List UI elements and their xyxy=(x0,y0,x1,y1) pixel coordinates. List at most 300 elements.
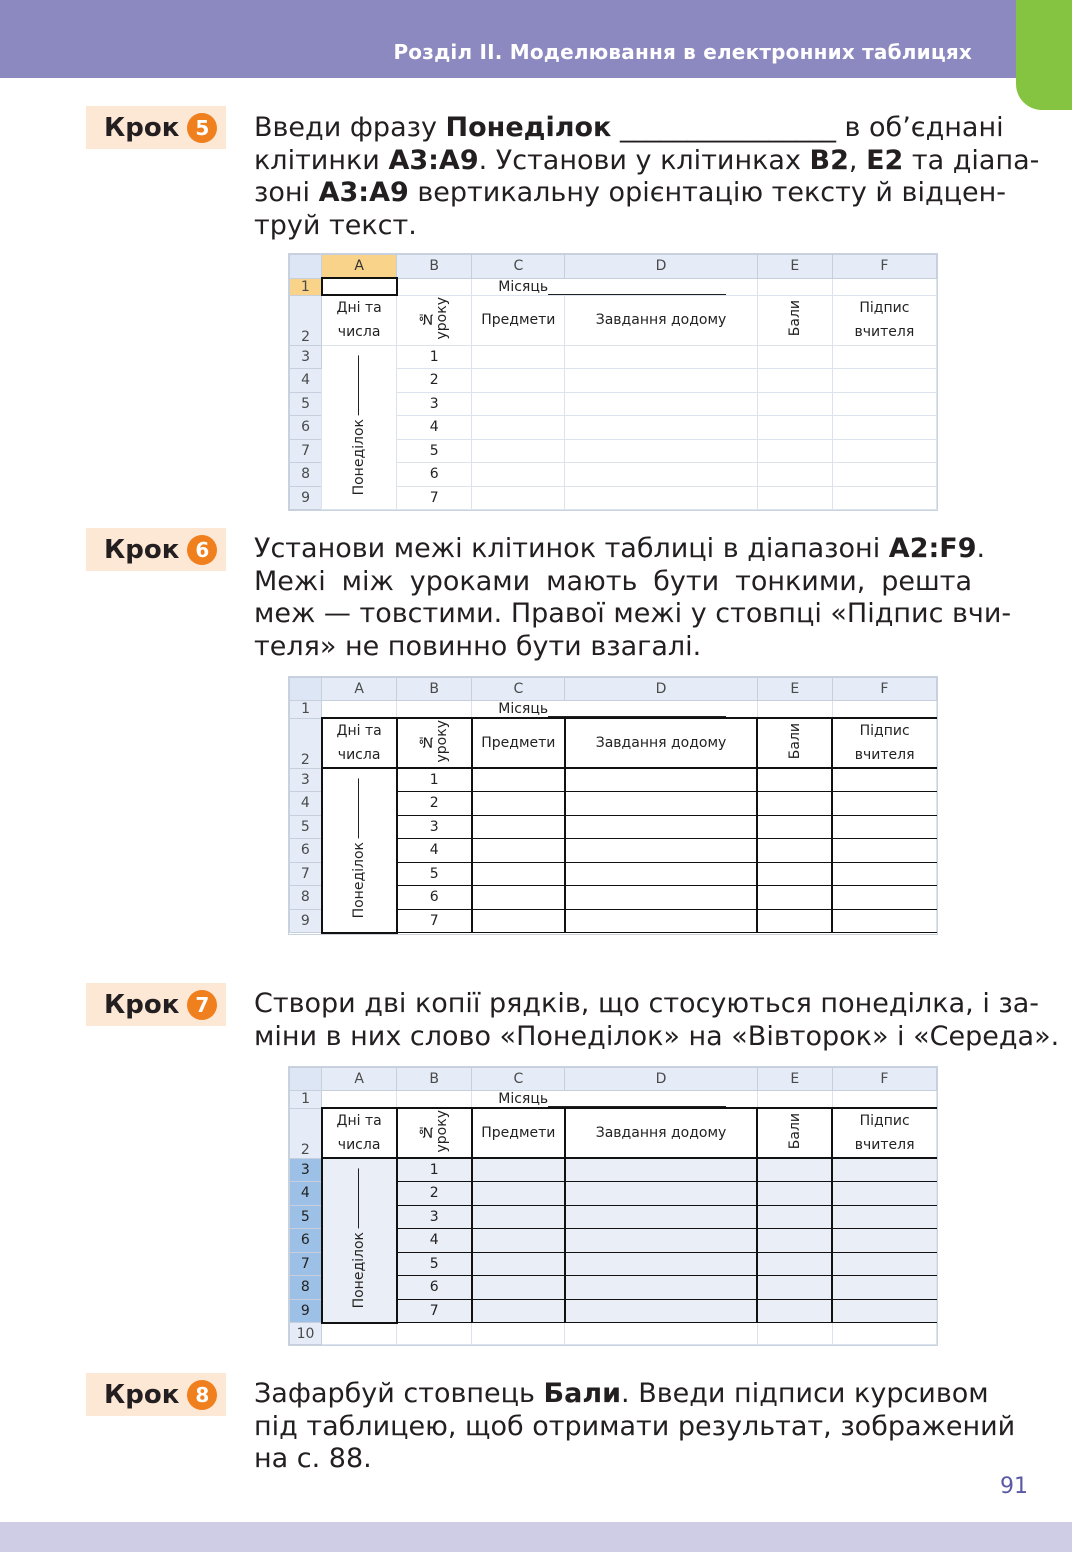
month-blank-line xyxy=(548,1106,726,1107)
header-homework: Завдання додому xyxy=(565,718,757,768)
text-run: ________________ в об’єднані xyxy=(611,112,1004,143)
subjects-cell xyxy=(472,1299,565,1323)
subjects-cell xyxy=(472,862,565,886)
cell-f1 xyxy=(832,701,936,719)
signature-cell xyxy=(832,792,936,816)
cell-f1 xyxy=(832,1091,936,1109)
column-header-row xyxy=(290,1068,937,1091)
header-text: Підпис вчителя xyxy=(854,723,915,763)
step-number: 8 xyxy=(187,1380,217,1410)
homework-cell xyxy=(565,1205,757,1229)
subjects-cell xyxy=(472,815,565,839)
signature-cell xyxy=(832,369,936,393)
signature-cell xyxy=(832,1276,936,1300)
subjects-cell xyxy=(472,369,565,393)
lesson-number-cell: 7 xyxy=(397,909,472,933)
step-badge-8 xyxy=(86,1373,226,1416)
header-text: Дні та числа xyxy=(336,723,382,763)
text-run: . Введи підписи курсивом xyxy=(621,1378,989,1409)
footer-bar xyxy=(0,1522,1072,1552)
row-header: 10 xyxy=(290,1323,322,1345)
step-number: 5 xyxy=(187,113,217,143)
bold-term: Понеділок xyxy=(445,112,612,143)
homework-cell xyxy=(565,1158,757,1182)
header-grades xyxy=(757,1108,832,1158)
homework-cell xyxy=(565,486,757,510)
step-badge-5 xyxy=(86,106,226,149)
signature-cell xyxy=(832,1299,936,1323)
bold-term: А3:А9 xyxy=(388,144,479,176)
text-run: Створи дві копії рядків, що стосуються понеділка, і за- xyxy=(254,988,1040,1019)
homework-cell xyxy=(565,862,757,886)
step-text-6 xyxy=(254,533,1012,663)
row-header: 2 xyxy=(290,295,322,345)
header-subjects: Предмети xyxy=(472,1108,565,1158)
text-run: зоні xyxy=(254,177,319,208)
day-name-vertical xyxy=(351,355,367,495)
step-badge-6 xyxy=(86,528,226,571)
month-label: Місяць xyxy=(498,1091,549,1107)
month-label: Місяць xyxy=(498,278,549,295)
lesson-number-cell: 5 xyxy=(397,1252,472,1276)
sheet-row-2 xyxy=(290,1108,937,1158)
signature-cell xyxy=(832,463,936,487)
homework-cell xyxy=(565,416,757,440)
homework-cell xyxy=(565,369,757,393)
grades-cell xyxy=(757,1252,832,1276)
empty-cell xyxy=(472,1323,565,1345)
homework-cell xyxy=(565,886,757,910)
sheet-row-3 xyxy=(290,1158,937,1182)
grades-cell xyxy=(757,1205,832,1229)
column-header-b: B xyxy=(397,678,472,701)
column-header-b: B xyxy=(397,255,472,279)
month-blank-line xyxy=(548,294,726,295)
step-text-line xyxy=(254,533,986,566)
day-name-cell xyxy=(322,768,397,933)
header-grades-vertical: Бали xyxy=(786,1112,803,1150)
header-grades xyxy=(757,295,832,345)
column-header-c: C xyxy=(472,255,565,279)
header-days xyxy=(322,295,397,345)
header-lesson-vertical: № уроку xyxy=(418,719,451,763)
column-header-row xyxy=(290,255,937,279)
signature-cell xyxy=(832,1229,936,1253)
header-homework: Завдання додому xyxy=(565,1108,757,1158)
column-header-e: E xyxy=(757,678,832,701)
grades-cell xyxy=(757,1229,832,1253)
homework-cell xyxy=(565,463,757,487)
header-lesson xyxy=(397,295,472,345)
grades-cell xyxy=(757,768,832,792)
header-text: Дні та числа xyxy=(336,300,382,341)
column-header-f: F xyxy=(832,255,936,279)
spreadsheet-grid xyxy=(289,254,937,510)
step-text-5 xyxy=(254,112,1040,242)
subjects-cell xyxy=(472,392,565,416)
lesson-number-cell: 4 xyxy=(397,839,472,863)
subjects-cell xyxy=(472,1252,565,1276)
chapter-tab xyxy=(1016,0,1072,110)
day-blank-line xyxy=(359,355,360,415)
column-header-d: D xyxy=(565,1068,757,1091)
chapter-header-bar xyxy=(0,0,1072,78)
text-run: та діапа- xyxy=(903,144,1040,176)
row-header: 7 xyxy=(290,862,322,886)
cell-e1 xyxy=(757,278,832,295)
header-signature xyxy=(832,718,936,768)
month-label: Місяць xyxy=(498,701,549,717)
day-name: Понеділок xyxy=(351,419,368,496)
column-header-d: D xyxy=(565,678,757,701)
step-label: Крок xyxy=(104,989,180,1020)
spreadsheet-step5 xyxy=(288,253,938,511)
lesson-number-cell: 6 xyxy=(397,1276,472,1300)
bold-term: B2 xyxy=(809,144,849,176)
spreadsheet-step7 xyxy=(288,1066,938,1346)
row-header: 1 xyxy=(290,1091,322,1109)
row-header: 5 xyxy=(290,815,322,839)
lesson-number-cell: 7 xyxy=(397,1299,472,1323)
cell-b1 xyxy=(397,278,472,295)
lesson-number-cell: 1 xyxy=(397,768,472,792)
day-name-vertical xyxy=(351,778,367,918)
header-signature xyxy=(832,1108,936,1158)
subjects-cell xyxy=(472,1182,565,1206)
grades-cell xyxy=(757,416,832,440)
signature-cell xyxy=(832,815,936,839)
subjects-cell xyxy=(472,1158,565,1182)
bold-term: Бали xyxy=(543,1378,622,1409)
cell-a1 xyxy=(322,278,397,295)
row-header: 5 xyxy=(290,1205,322,1229)
month-blank-line xyxy=(548,716,726,717)
empty-cell xyxy=(322,1323,397,1345)
cell-e1 xyxy=(757,701,832,719)
row-header: 5 xyxy=(290,392,322,416)
step-text-line xyxy=(254,177,1007,210)
row-header: 1 xyxy=(290,278,322,295)
text-run: , xyxy=(848,144,867,176)
lesson-number-cell: 2 xyxy=(397,369,472,393)
homework-cell xyxy=(565,815,757,839)
select-all-corner xyxy=(290,1068,322,1091)
subjects-cell xyxy=(472,839,565,863)
subjects-cell xyxy=(472,345,565,369)
step-number: 6 xyxy=(187,535,217,565)
grades-cell xyxy=(757,392,832,416)
day-blank-line xyxy=(359,1168,360,1228)
homework-cell xyxy=(565,439,757,463)
step-text-line xyxy=(254,631,972,664)
subjects-cell xyxy=(472,1276,565,1300)
sheet-row-3 xyxy=(290,768,937,792)
row-header: 9 xyxy=(290,909,322,933)
step-text-line xyxy=(254,112,1004,145)
text-run: на с. 88. xyxy=(254,1443,372,1474)
header-lesson-vertical: № уроку xyxy=(418,296,451,340)
grades-cell xyxy=(757,345,832,369)
cell-f1 xyxy=(832,278,936,295)
homework-cell xyxy=(565,1252,757,1276)
lesson-number-cell: 5 xyxy=(397,439,472,463)
grades-cell xyxy=(757,369,832,393)
header-text: Дні та числа xyxy=(336,1113,382,1153)
cell-b1 xyxy=(397,1091,472,1109)
grades-cell xyxy=(757,792,832,816)
row-header: 4 xyxy=(290,1182,322,1206)
sheet-row-2 xyxy=(290,718,937,768)
lesson-number-cell: 2 xyxy=(397,1182,472,1206)
step-text-line xyxy=(254,1443,972,1476)
step-label: Крок xyxy=(104,534,180,565)
grades-cell xyxy=(757,1299,832,1323)
column-header-f: F xyxy=(832,1068,936,1091)
column-header-a: A xyxy=(322,678,397,701)
header-text: Підпис вчителя xyxy=(854,300,915,340)
text-run: міни в них слово «Понеділок» на «Вівторок» і «Середа». xyxy=(254,1020,1060,1052)
step-text-line xyxy=(254,210,972,243)
step-badge-7 xyxy=(86,983,226,1026)
cell-a1 xyxy=(322,1091,397,1109)
lesson-number-cell: 5 xyxy=(397,862,472,886)
row-header: 9 xyxy=(290,486,322,510)
grades-cell xyxy=(757,886,832,910)
month-cell xyxy=(472,701,757,719)
text-run: Межі між уроками мають бути тонкими, решта xyxy=(254,565,972,597)
empty-cell xyxy=(565,1323,757,1345)
row-header: 8 xyxy=(290,1276,322,1300)
month-cell xyxy=(472,1091,757,1109)
subjects-cell xyxy=(472,909,565,933)
row-header: 7 xyxy=(290,439,322,463)
grades-cell xyxy=(757,463,832,487)
spreadsheet-grid xyxy=(289,1067,937,1345)
column-header-b: B xyxy=(397,1068,472,1091)
cell-a1 xyxy=(322,701,397,719)
sheet-row-2 xyxy=(290,295,937,345)
text-run: клітинки xyxy=(254,144,389,176)
lesson-number-cell: 7 xyxy=(397,486,472,510)
signature-cell xyxy=(832,1252,936,1276)
lesson-number-cell: 2 xyxy=(397,792,472,816)
grades-cell xyxy=(757,1182,832,1206)
header-grades-vertical: Бали xyxy=(786,299,803,337)
text-run: труй текст. xyxy=(254,209,417,241)
day-blank-line xyxy=(359,778,360,838)
header-text: Підпис вчителя xyxy=(854,1113,915,1153)
row-header: 1 xyxy=(290,701,322,719)
column-header-f: F xyxy=(832,678,936,701)
sheet-row-3 xyxy=(290,345,937,369)
signature-cell xyxy=(832,439,936,463)
step-label: Крок xyxy=(104,112,180,143)
homework-cell xyxy=(565,1299,757,1323)
text-run: . xyxy=(976,533,986,564)
header-subjects: Предмети xyxy=(472,295,565,345)
lesson-number-cell: 3 xyxy=(397,815,472,839)
text-run: Установи межі клітинок таблиці в діапазоні xyxy=(254,533,889,564)
subjects-cell xyxy=(472,416,565,440)
step-text-line xyxy=(254,144,1040,178)
subjects-cell xyxy=(472,768,565,792)
step-text-8 xyxy=(254,1378,1016,1476)
row-header: 4 xyxy=(290,369,322,393)
lesson-number-cell: 3 xyxy=(397,392,472,416)
step-label: Крок xyxy=(104,1379,180,1410)
grades-cell xyxy=(757,1158,832,1182)
header-grades-vertical: Бали xyxy=(786,722,803,760)
step-text-line xyxy=(254,988,1040,1021)
text-run: Введи фразу xyxy=(254,112,446,143)
row-header: 8 xyxy=(290,463,322,487)
homework-cell xyxy=(565,792,757,816)
row-header: 4 xyxy=(290,792,322,816)
text-run: . Установи у клітинках xyxy=(478,144,810,176)
sheet-row-1 xyxy=(290,278,937,295)
column-header-c: C xyxy=(472,678,565,701)
header-homework: Завдання додому xyxy=(565,295,757,345)
homework-cell xyxy=(565,909,757,933)
header-days xyxy=(322,1108,397,1158)
header-days xyxy=(322,718,397,768)
row-header: 3 xyxy=(290,1158,322,1182)
signature-cell xyxy=(832,909,936,933)
row-header: 6 xyxy=(290,416,322,440)
header-subjects: Предмети xyxy=(472,718,565,768)
header-lesson xyxy=(397,1108,472,1158)
empty-cell xyxy=(832,1323,936,1345)
text-run: теля» не повинно бути взагалі. xyxy=(254,630,702,662)
signature-cell xyxy=(832,416,936,440)
homework-cell xyxy=(565,1276,757,1300)
page-number: 91 xyxy=(1000,1474,1028,1499)
day-name: Понеділок xyxy=(351,842,368,919)
sheet-row-1 xyxy=(290,1091,937,1109)
column-header-a: A xyxy=(322,1068,397,1091)
homework-cell xyxy=(565,768,757,792)
spreadsheet-grid xyxy=(289,677,937,934)
subjects-cell xyxy=(472,1229,565,1253)
header-lesson xyxy=(397,718,472,768)
header-signature xyxy=(832,295,936,345)
step-text-line xyxy=(254,566,972,599)
header-grades xyxy=(757,718,832,768)
bold-term: А3:А9 xyxy=(318,177,409,208)
homework-cell xyxy=(565,1229,757,1253)
select-all-corner xyxy=(290,678,322,701)
signature-cell xyxy=(832,345,936,369)
lesson-number-cell: 1 xyxy=(397,345,472,369)
homework-cell xyxy=(565,1182,757,1206)
bold-term: E2 xyxy=(866,144,904,176)
grades-cell xyxy=(757,909,832,933)
select-all-corner xyxy=(290,255,322,279)
row-header: 2 xyxy=(290,718,322,768)
empty-cell xyxy=(397,1323,472,1345)
chapter-title: Розділ II. Моделювання в електронних таблицях xyxy=(393,40,972,64)
signature-cell xyxy=(832,392,936,416)
subjects-cell xyxy=(472,463,565,487)
column-header-row xyxy=(290,678,937,701)
column-header-e: E xyxy=(757,1068,832,1091)
text-run: під таблицею, щоб отримати результат, зображений xyxy=(254,1410,1016,1442)
subjects-cell xyxy=(472,439,565,463)
signature-cell xyxy=(832,1158,936,1182)
lesson-number-cell: 4 xyxy=(397,416,472,440)
row-header: 3 xyxy=(290,345,322,369)
day-name-vertical xyxy=(351,1168,367,1308)
column-header-d: D xyxy=(565,255,757,279)
step-text-line xyxy=(254,1020,1060,1054)
lesson-number-cell: 1 xyxy=(397,1158,472,1182)
day-name-cell xyxy=(322,345,397,510)
lesson-number-cell: 6 xyxy=(397,463,472,487)
row-header: 6 xyxy=(290,839,322,863)
lesson-number-cell: 4 xyxy=(397,1229,472,1253)
cell-b1 xyxy=(397,701,472,719)
column-header-a: A xyxy=(322,255,397,279)
step-text-line xyxy=(254,1410,1016,1444)
row-header: 9 xyxy=(290,1299,322,1323)
signature-cell xyxy=(832,886,936,910)
column-header-c: C xyxy=(472,1068,565,1091)
grades-cell xyxy=(757,815,832,839)
subjects-cell xyxy=(472,886,565,910)
grades-cell xyxy=(757,839,832,863)
lesson-number-cell: 3 xyxy=(397,1205,472,1229)
grades-cell xyxy=(757,862,832,886)
homework-cell xyxy=(565,345,757,369)
text-run: меж — товстими. Правої межі у стовпці «Підпис вчи- xyxy=(254,598,1012,629)
header-lesson-vertical: № уроку xyxy=(418,1109,451,1153)
grades-cell xyxy=(757,486,832,510)
day-name-cell xyxy=(322,1158,397,1323)
text-run: Зафарбуй стовпець xyxy=(254,1378,544,1409)
row-header: 8 xyxy=(290,886,322,910)
cell-e1 xyxy=(757,1091,832,1109)
step-text-7 xyxy=(254,988,1060,1053)
signature-cell xyxy=(832,862,936,886)
lesson-number-cell: 6 xyxy=(397,886,472,910)
column-header-e: E xyxy=(757,255,832,279)
sheet-row-10 xyxy=(290,1323,937,1345)
subjects-cell xyxy=(472,486,565,510)
subjects-cell xyxy=(472,792,565,816)
bold-term: A2:F9 xyxy=(888,533,977,564)
signature-cell xyxy=(832,768,936,792)
grades-cell xyxy=(757,1276,832,1300)
subjects-cell xyxy=(472,1205,565,1229)
step-number: 7 xyxy=(187,990,217,1020)
month-cell xyxy=(472,278,757,295)
row-header: 7 xyxy=(290,1252,322,1276)
sheet-row-1 xyxy=(290,701,937,719)
row-header: 2 xyxy=(290,1108,322,1158)
row-header: 6 xyxy=(290,1229,322,1253)
homework-cell xyxy=(565,839,757,863)
step-text-line xyxy=(254,1378,989,1411)
step-text-line xyxy=(254,598,1012,631)
signature-cell xyxy=(832,1182,936,1206)
text-run: вертикальну орієнтацію тексту й відцен- xyxy=(408,177,1007,208)
homework-cell xyxy=(565,392,757,416)
day-name: Понеділок xyxy=(351,1232,368,1309)
row-header: 3 xyxy=(290,768,322,792)
spreadsheet-step6 xyxy=(288,676,938,935)
signature-cell xyxy=(832,839,936,863)
signature-cell xyxy=(832,486,936,510)
